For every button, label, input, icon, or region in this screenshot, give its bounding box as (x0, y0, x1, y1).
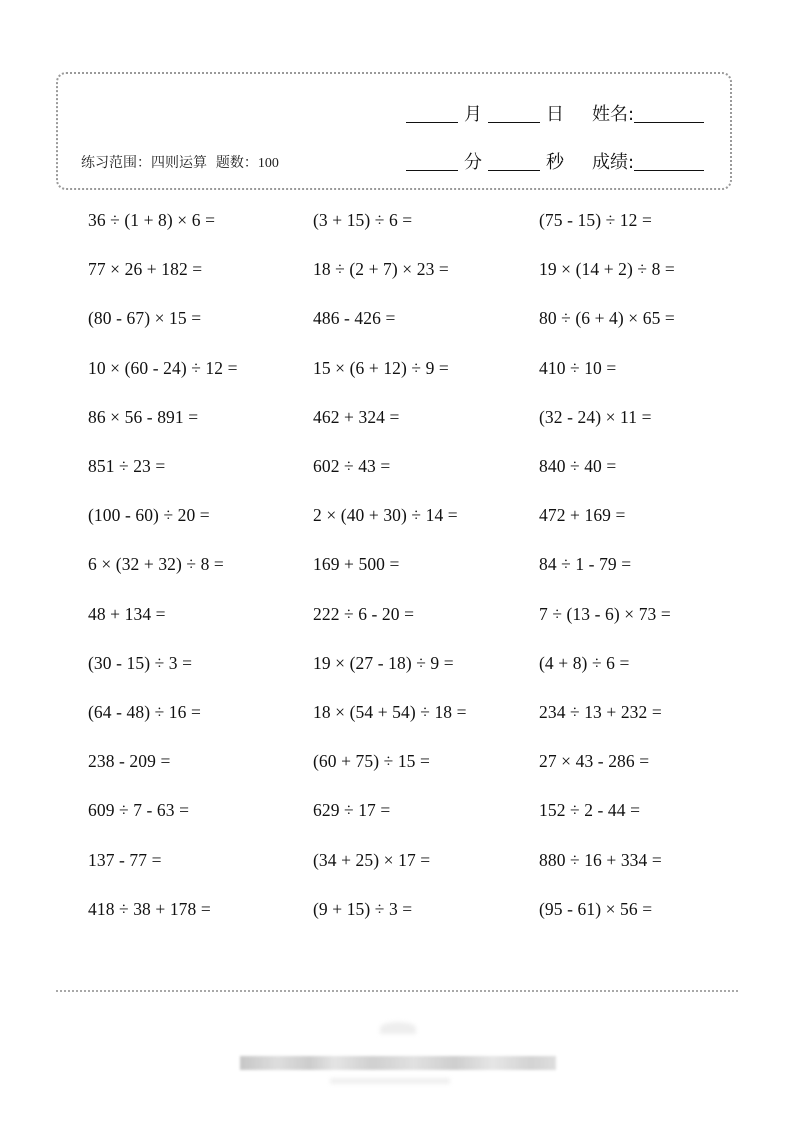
problem-r11-c1: (64 - 48) ÷ 16 = (88, 702, 201, 722)
name-label: 姓名: (592, 104, 635, 125)
problem-r12-c1: 238 - 209 = (88, 751, 171, 772)
problem-r3-c2: 486 - 426 = (313, 308, 396, 329)
problem-r12-c3: 27 × 43 - 286 = (539, 751, 650, 772)
problem-r1-c3: (75 - 15) ÷ 12 = (539, 210, 652, 230)
problem-r3-c1: (80 - 67) × 15 = (88, 308, 202, 329)
problem-r2-c1: 77 × 26 + 182 = (88, 259, 203, 280)
problem-r4-c2: 15 × (6 + 12) ÷ 9 = (313, 357, 449, 378)
question-count-label: 题数： (215, 155, 258, 171)
blurred-footer-text (240, 1056, 556, 1070)
problem-r7-c1: (100 - 60) ÷ 20 = (88, 505, 210, 526)
day-label: 日 (546, 104, 564, 125)
problem-r6-c2: 602 ÷ 43 = (313, 456, 391, 476)
question-count: 100 (257, 156, 279, 171)
problem-r6-c1: 851 ÷ 23 = (88, 456, 166, 476)
footer-divider (56, 990, 738, 992)
problem-r10-c3: (4 + 8) ÷ 6 = (539, 652, 630, 673)
problem-r11-c3: 234 ÷ 13 + 232 = (539, 702, 662, 722)
problem-r6-c3: 840 ÷ 40 = (539, 456, 617, 476)
problem-r2-c2: 18 ÷ (2 + 7) × 23 = (313, 259, 449, 280)
problem-r2-c3: 19 × (14 + 2) ÷ 8 = (539, 259, 675, 280)
problem-r15-c2: (9 + 15) ÷ 3 = (313, 898, 413, 919)
problem-r13-c3: 152 ÷ 2 - 44 = (539, 800, 641, 821)
minute-label: 分 (464, 152, 482, 173)
problem-r1-c1: 36 ÷ (1 + 8) × 6 = (88, 210, 216, 230)
score-label: 成绩: (592, 152, 635, 173)
problem-r14-c1: 137 - 77 = (88, 849, 162, 870)
problem-r14-c2: (34 + 25) × 17 = (313, 849, 431, 870)
problem-r4-c3: 410 ÷ 10 = (539, 357, 617, 378)
problem-r9-c3: 7 ÷ (13 - 6) × 73 = (539, 603, 671, 624)
problem-r7-c2: 2 × (40 + 30) ÷ 14 = (313, 505, 458, 526)
problem-r14-c3: 880 ÷ 16 + 334 = (539, 849, 662, 870)
problem-r13-c1: 609 ÷ 7 - 63 = (88, 800, 190, 821)
problem-r12-c2: (60 + 75) ÷ 15 = (313, 751, 430, 772)
blurred-footer-subtext (330, 1078, 450, 1084)
problem-r15-c3: (95 - 61) × 56 = (539, 898, 653, 919)
second-label: 秒 (546, 152, 564, 173)
problem-r5-c1: 86 × 56 - 891 = (88, 406, 199, 427)
problem-r9-c2: 222 ÷ 6 - 20 = (313, 603, 415, 624)
problem-r9-c1: 48 + 134 = (88, 603, 166, 624)
problem-r1-c2: (3 + 15) ÷ 6 = (313, 210, 413, 230)
problem-r8-c3: 84 ÷ 1 - 79 = (539, 554, 632, 575)
problem-r8-c1: 6 × (32 + 32) ÷ 8 = (88, 554, 224, 575)
problem-r11-c2: 18 × (54 + 54) ÷ 18 = (313, 702, 467, 722)
problem-r8-c2: 169 + 500 = (313, 554, 400, 575)
problem-r10-c2: 19 × (27 - 18) ÷ 9 = (313, 652, 454, 673)
problem-r10-c1: (30 - 15) ÷ 3 = (88, 652, 193, 673)
problem-r4-c1: 10 × (60 - 24) ÷ 12 = (88, 357, 238, 378)
practice-scope-text: 练习范围：四则运算 (81, 155, 207, 171)
problem-r5-c2: 462 + 324 = (313, 406, 400, 427)
problem-r15-c1: 418 ÷ 38 + 178 = (88, 898, 211, 919)
problem-r5-c3: (32 - 24) × 11 = (539, 406, 652, 427)
blurred-logo (380, 1022, 416, 1034)
problem-r7-c3: 472 + 169 = (539, 505, 626, 526)
problem-r13-c2: 629 ÷ 17 = (313, 800, 391, 821)
month-label: 月 (464, 104, 482, 125)
problem-r3-c3: 80 ÷ (6 + 4) × 65 = (539, 308, 675, 329)
